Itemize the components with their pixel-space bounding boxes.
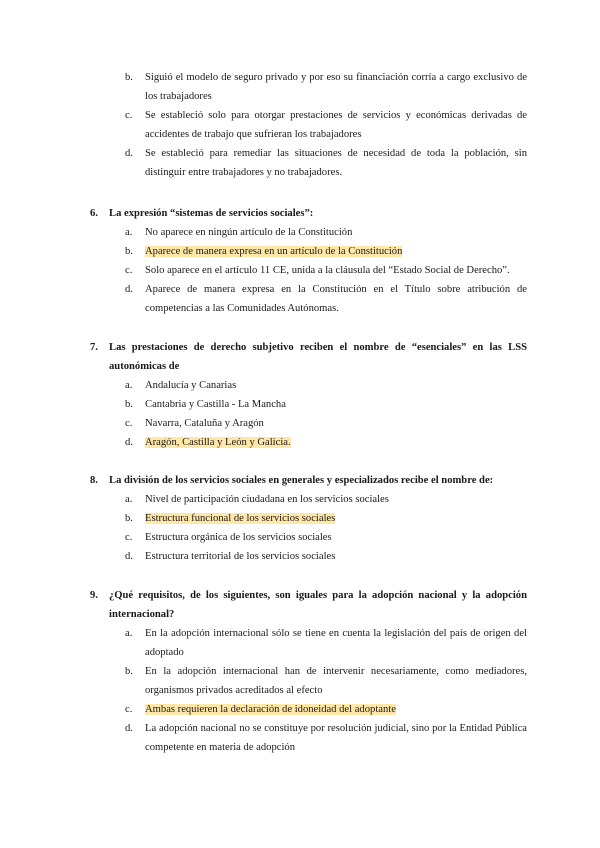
highlighted-answer: Aparece de manera expresa en un artículo de la Constitución — [145, 246, 403, 257]
question-8 — [90, 471, 527, 566]
option-text: Andalucía y Canarias — [145, 380, 237, 391]
option-letter: b. — [125, 246, 133, 257]
option-text: No aparece en ningún artículo de la Constitución — [145, 227, 353, 238]
highlighted-answer: Estructura funcional de los servicios sociales — [145, 513, 336, 524]
option-letter: b. — [125, 513, 133, 524]
option-text: En la adopción internacional han de intervenir necesariamente, como mediadores, organismos privados acreditados al efecto — [145, 666, 527, 696]
option-text: La adopción nacional no se constituye por resolución judicial, sino por la Entidad Pública competente en materia de adopción — [145, 723, 527, 753]
option-text: Se estableció para remediar las situaciones de necesidad de toda la población, sin distinguir entre trabajadores y no trabajadores. — [145, 148, 527, 178]
option-letter: a. — [125, 227, 133, 238]
option-letter: d. — [125, 551, 133, 562]
option-letter: c. — [125, 532, 133, 543]
question-text: La división de los servicios sociales en generales y especializados recibe el nombre de: — [109, 475, 494, 486]
option-letter: c. — [125, 704, 133, 715]
option-text: Estructura orgánica de los servicios sociales — [145, 532, 332, 543]
option-8c — [125, 528, 527, 547]
option-letter: d. — [125, 148, 133, 159]
option-letter: d. — [125, 284, 133, 295]
highlighted-answer: Ambas requieren la declaración de idoneidad del adoptante — [145, 704, 396, 715]
option-9c — [125, 700, 527, 719]
option-9d — [125, 719, 527, 757]
option-5c — [125, 106, 527, 144]
option-text: Siguió el modelo de seguro privado y por eso su financiación corría a cargo exclusivo de los trabajadores — [145, 72, 527, 102]
option-text: En la adopción internacional sólo se tiene en cuenta la legislación del país de origen del adoptado — [145, 628, 527, 658]
question-text: La expresión “sistemas de servicios sociales”: — [109, 208, 314, 219]
question-text: Las prestaciones de derecho subjetivo reciben el nombre de “esenciales” en las LSS autonómicas de — [109, 342, 527, 372]
question-5-tail — [90, 68, 527, 182]
option-8b — [125, 509, 527, 528]
option-7b — [125, 395, 527, 414]
option-letter: c. — [125, 265, 133, 276]
question-number: 9. — [90, 590, 98, 601]
question-number: 6. — [90, 208, 98, 219]
option-8a — [125, 490, 527, 509]
option-8d — [125, 547, 527, 566]
option-letter: d. — [125, 723, 133, 734]
question-9 — [90, 586, 527, 757]
option-5d — [125, 144, 527, 182]
option-text: Se estableció solo para otorgar prestaciones de servicios y económicas derivadas de accidentes de trabajo que sufrieran los trabajadores — [145, 110, 527, 140]
option-7a — [125, 376, 527, 395]
question-7 — [90, 338, 527, 452]
question-title — [90, 338, 527, 376]
option-text: Cantabria y Castilla - La Mancha — [145, 399, 286, 410]
option-letter: b. — [125, 72, 133, 83]
option-letter: b. — [125, 666, 133, 677]
question-title — [90, 586, 527, 624]
option-6d — [125, 280, 527, 318]
question-6 — [90, 204, 527, 318]
option-text: Nivel de participación ciudadana en los servicios sociales — [145, 494, 389, 505]
highlighted-answer: Aragón, Castilla y León y Galicia. — [145, 437, 291, 448]
option-text: Aparece de manera expresa en la Constitución en el Título sobre atribución de competencias a las Comunidades Autónomas. — [145, 284, 527, 314]
question-text: ¿Qué requisitos, de los siguientes, son iguales para la adopción nacional y la adopción internacional? — [109, 590, 527, 620]
option-7d — [125, 433, 527, 452]
question-number: 7. — [90, 342, 98, 353]
option-text: Navarra, Cataluña y Aragón — [145, 418, 264, 429]
option-6a — [125, 223, 527, 242]
option-letter: c. — [125, 110, 133, 121]
question-title — [90, 471, 527, 490]
option-letter: a. — [125, 494, 133, 505]
option-letter: d. — [125, 437, 133, 448]
option-7c — [125, 414, 527, 433]
option-text: Estructura territorial de los servicios sociales — [145, 551, 336, 562]
option-letter: b. — [125, 399, 133, 410]
option-9b — [125, 662, 527, 700]
option-letter: c. — [125, 418, 133, 429]
option-letter: a. — [125, 380, 133, 391]
question-title — [90, 204, 527, 223]
option-text: Solo aparece en el artículo 11 CE, unida a la cláusula del “Estado Social de Derecho”. — [145, 265, 510, 276]
option-6b — [125, 242, 527, 261]
option-9a — [125, 624, 527, 662]
option-5b — [125, 68, 527, 106]
option-6c — [125, 261, 527, 280]
option-letter: a. — [125, 628, 133, 639]
question-number: 8. — [90, 475, 98, 486]
